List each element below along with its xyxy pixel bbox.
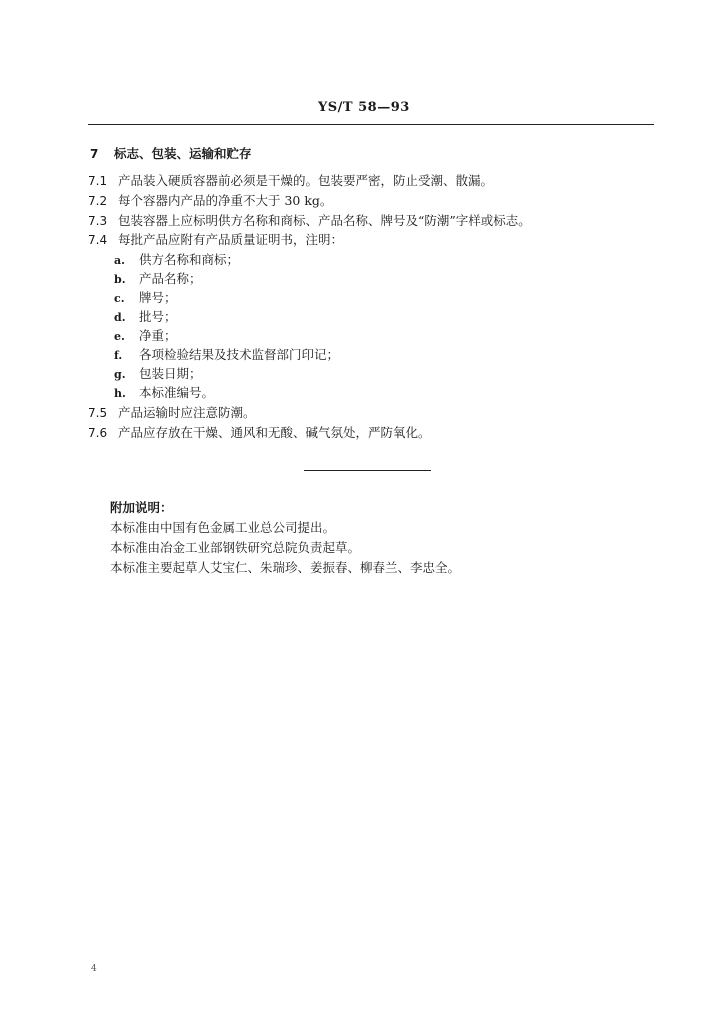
item-letter: b. <box>114 273 126 286</box>
list-item-g <box>114 366 202 383</box>
clause-text: 每个容器内产品的净重不大于 30 kg。 <box>118 193 333 208</box>
notes-title: 附加说明： <box>110 500 173 515</box>
clause-text: 产品应存放在干燥、通风和无酸、碱气氛处，严防氧化。 <box>118 425 431 440</box>
list-item-b <box>114 271 202 288</box>
section-heading <box>90 146 252 162</box>
section-number: 7 <box>90 147 99 161</box>
clause-number: 7.4 <box>88 233 108 247</box>
item-text: 本标准编号。 <box>139 385 215 400</box>
page-number: 4 <box>91 964 97 974</box>
clause-7-4 <box>88 232 343 248</box>
item-text: 牌号； <box>139 290 177 305</box>
clause-text: 每批产品应附有产品质量证明书，注明： <box>118 232 344 247</box>
item-letter: e. <box>114 330 125 343</box>
clause-number: 7.3 <box>88 214 108 228</box>
end-of-text-rule <box>304 470 431 471</box>
item-letter: c. <box>114 292 125 305</box>
list-item-h <box>114 385 214 402</box>
clause-number: 7.1 <box>88 174 108 188</box>
notes-line: 本标准主要起草人艾宝仁、朱瑞珍、姜振春、柳春兰、李忠全。 <box>110 560 461 575</box>
header-rule <box>88 124 654 125</box>
item-text: 批号； <box>139 309 177 324</box>
item-text: 各项检验结果及技术监督部门印记； <box>139 347 340 362</box>
list-item-f <box>114 347 339 364</box>
list-item-a <box>114 252 239 269</box>
item-letter: g. <box>114 368 126 381</box>
item-letter: h. <box>114 387 126 400</box>
clause-number: 7.5 <box>88 406 108 420</box>
item-letter: a. <box>114 254 125 267</box>
notes-line: 本标准由冶金工业部钢铁研究总院负责起草。 <box>110 540 361 555</box>
clause-7-1 <box>88 173 493 189</box>
item-text: 产品名称； <box>139 271 202 286</box>
notes-line: 本标准由中国有色金属工业总公司提出。 <box>110 520 336 535</box>
list-item-c <box>114 290 177 307</box>
section-title: 标志、包装、运输和贮存 <box>114 146 252 161</box>
clause-7-6 <box>88 425 431 441</box>
item-letter: f. <box>114 349 123 362</box>
clause-number: 7.2 <box>88 194 108 208</box>
list-item-d <box>114 309 177 326</box>
clause-text: 产品装入硬质容器前必须是干燥的。包装要严密，防止受潮、散漏。 <box>118 173 494 188</box>
item-text: 供方名称和商标； <box>139 252 240 267</box>
item-text: 净重； <box>139 328 177 343</box>
item-text: 包装日期； <box>139 366 202 381</box>
item-letter: d. <box>114 311 126 324</box>
clause-7-5 <box>88 405 256 421</box>
clause-text: 产品运输时应注意防潮。 <box>118 405 256 420</box>
list-item-e <box>114 328 177 345</box>
standard-code: YS/T 58—93 <box>318 100 410 115</box>
clause-7-2 <box>88 193 332 209</box>
clause-text: 包装容器上应标明供方名称和商标、产品名称、牌号及“防潮”字样或标志。 <box>118 213 531 228</box>
clause-number: 7.6 <box>88 426 108 440</box>
clause-7-3 <box>88 213 531 229</box>
